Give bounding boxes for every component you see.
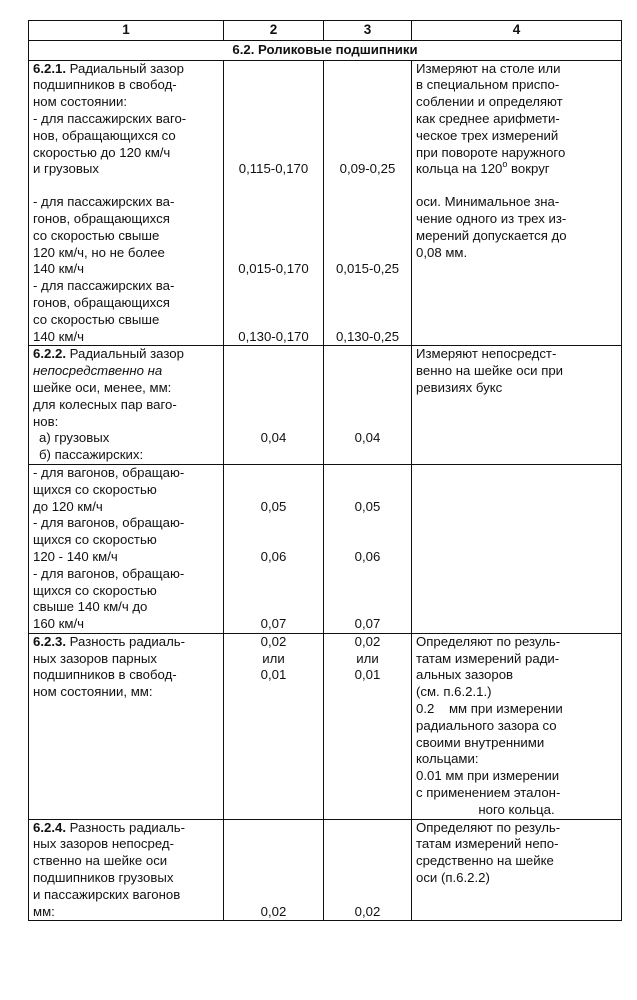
row-6-2-2-note: Измеряют непосредст- венно на шейке оси при ревизиях букс	[412, 346, 622, 465]
row-6-2-1-description: 6.2.1. Радиальный зазор подшипников в свобод- ном состоянии: - для пассажирских ваго- нов, обращающихся со скоростью до 120 км/ч и грузовых - для пассажирских ва- гонов, обращающихся со скоростью свыше 120 км/ч, но не более 140 км/ч - для пассажирских ва- гонов, обращающихся со скоростью свыше 140 км/ч	[29, 60, 224, 346]
header-col4: 4	[412, 21, 622, 41]
row-6-2-2-speeds	[29, 464, 622, 633]
row-6-2-2-speeds-col3: 0,05 0,06 0,07	[324, 464, 412, 633]
header-col1: 1	[29, 21, 224, 41]
row-6-2-4-col2: 0,02	[224, 819, 324, 921]
row-6-2-3-col2: 0,02 или 0,01	[224, 633, 324, 819]
row-6-2-2-speeds-col2: 0,05 0,06 0,07	[224, 464, 324, 633]
header-row	[29, 21, 622, 41]
spec-table	[28, 20, 622, 921]
row-6-2-1	[29, 60, 622, 346]
item-number: 6.2.2.	[33, 346, 66, 362]
row-6-2-2-col3: 0,04	[324, 346, 412, 465]
row-6-2-1-note: Измеряют на столе или в специальном приспо- соблении и определяют как среднее арифмети- ческое трех измерений при повороте наружного кольца на 120$^o$ вокруг оси. Минимальное зна- чение одного из трех из- мерений допускается до 0,08 мм.	[412, 60, 622, 346]
row-6-2-1-col3: 0,09-0,25 0,015-0,25 0,130-0,25	[324, 60, 412, 346]
header-col2: 2	[224, 21, 324, 41]
row-6-2-4-description: 6.2.4. Разность радиаль- ных зазоров непосред- ственно на шейке оси подшипников грузовых и пассажирских вагонов мм:	[29, 819, 224, 921]
row-6-2-2-col2: 0,04	[224, 346, 324, 465]
section-title: 6.2. Роликовые подшипники	[29, 40, 622, 60]
row-6-2-2-speeds-note	[412, 464, 622, 633]
row-6-2-3-description: 6.2.3. Разность радиаль- ных зазоров парных подшипников в свобод- ном состоянии, мм:	[29, 633, 224, 819]
row-6-2-2	[29, 346, 622, 465]
row-6-2-2-description: 6.2.2. Радиальный зазор непосредственно на шейке оси, менее, мм: для колесных пар ваго- нов: а) грузовых б) пассажирских:	[29, 346, 224, 465]
row-6-2-1-col2: 0,115-0,170 0,015-0,170 0,130-0,170	[224, 60, 324, 346]
row-6-2-4	[29, 819, 622, 921]
header-col3: 3	[324, 21, 412, 41]
item-number: 6.2.4.	[33, 819, 66, 835]
row-6-2-2-speeds-description: - для вагонов, обращаю- щихся со скоростью до 120 км/ч - для вагонов, обращаю- щихся со скоростью 120 - 140 км/ч - для вагонов, обращаю- щихся со скоростью свыше 140 км/ч до 160 км/ч	[29, 464, 224, 633]
row-6-2-3	[29, 633, 622, 819]
row-6-2-3-note: Определяют по резуль- татам измерений ради- альных зазоров (см. п.6.2.1.) 0.2 мм при измерении радиального зазора со своими внутренними кольцами: 0.01 мм при измерении с применением эталон- ного кольца.	[412, 633, 622, 819]
item-number: 6.2.3.	[33, 633, 66, 649]
row-6-2-3-col3: 0,02 или 0,01	[324, 633, 412, 819]
section-row	[29, 40, 622, 60]
row-6-2-4-note: Определяют по резуль- татам измерений непо- средственно на шейке оси (п.6.2.2)	[412, 819, 622, 921]
row-6-2-4-col3: 0,02	[324, 819, 412, 921]
item-number: 6.2.1.	[33, 60, 66, 76]
